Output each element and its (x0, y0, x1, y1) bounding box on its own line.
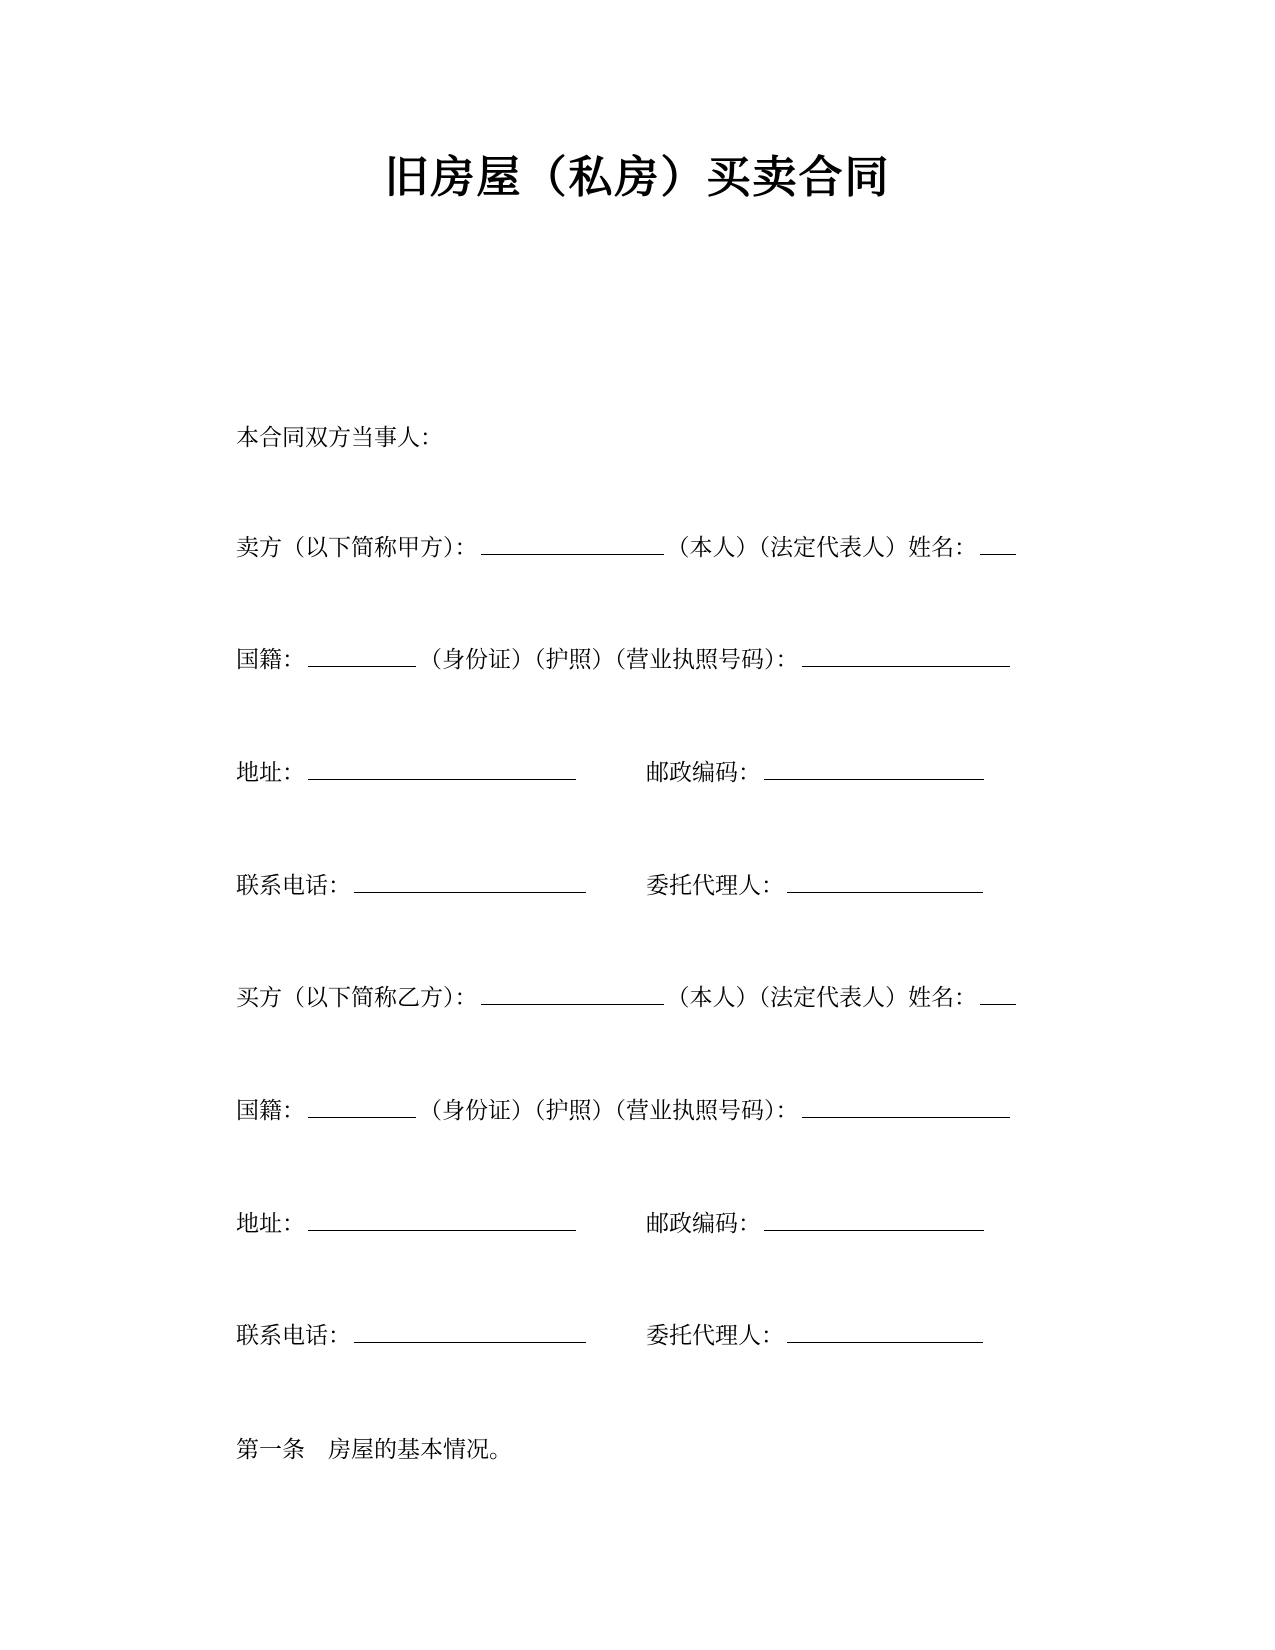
buyer-postcode-group (646, 1206, 987, 1242)
seller-postcode-field[interactable] (764, 757, 984, 780)
seller-address-line (236, 755, 1036, 791)
buyer-agent-label: 委托代理人： (646, 1323, 784, 1349)
buyer-address-field[interactable] (308, 1208, 576, 1231)
buyer-agent-field[interactable] (787, 1320, 983, 1343)
seller-postcode-group (646, 755, 987, 791)
seller-address-label: 地址： (236, 760, 305, 786)
seller-agent-group (646, 868, 986, 904)
seller-postcode-label: 邮政编码： (646, 760, 761, 786)
seller-nationality-field[interactable] (308, 644, 416, 667)
seller-phone-label: 联系电话： (236, 873, 351, 899)
buyer-address-label: 地址： (236, 1211, 305, 1237)
seller-name-field[interactable] (481, 532, 664, 555)
buyer-person-name-field[interactable] (980, 982, 1016, 1005)
seller-person-label: （本人）（法定代表人）姓名： (666, 535, 977, 561)
buyer-id-line (236, 1093, 1013, 1129)
buyer-id-field[interactable] (802, 1095, 1010, 1118)
buyer-id-label: （身份证）（护照）（营业执照号码）： (419, 1098, 799, 1124)
seller-agent-field[interactable] (787, 870, 983, 893)
seller-nationality-label: 国籍： (236, 647, 305, 673)
seller-id-line (236, 642, 1013, 678)
seller-phone-field[interactable] (354, 870, 586, 893)
seller-label: 卖方（以下简称甲方）： (236, 535, 478, 561)
buyer-postcode-field[interactable] (764, 1208, 984, 1231)
seller-agent-label: 委托代理人： (646, 873, 784, 899)
article-1-line (236, 1432, 512, 1468)
document-title: 旧房屋（私房）买卖合同 (384, 152, 891, 203)
seller-id-field[interactable] (802, 644, 1010, 667)
seller-phone-line (236, 868, 1036, 904)
buyer-name-field[interactable] (481, 982, 664, 1005)
buyer-label: 买方（以下简称乙方）： (236, 985, 478, 1011)
seller-id-label: （身份证）（护照）（营业执照号码）： (419, 647, 799, 673)
article-1-heading: 第一条 房屋的基本情况。 (236, 1437, 512, 1463)
buyer-postcode-label: 邮政编码： (646, 1211, 761, 1237)
buyer-nationality-label: 国籍： (236, 1098, 305, 1124)
intro-line (236, 420, 443, 456)
buyer-person-label: （本人）（法定代表人）姓名： (666, 985, 977, 1011)
buyer-address-line (236, 1206, 1036, 1242)
seller-address-field[interactable] (308, 757, 576, 780)
intro-text: 本合同双方当事人： (236, 425, 443, 451)
buyer-nationality-field[interactable] (308, 1095, 416, 1118)
buyer-line (236, 980, 1019, 1016)
buyer-agent-group (646, 1318, 986, 1354)
seller-person-name-field[interactable] (980, 532, 1016, 555)
seller-line (236, 530, 1019, 566)
buyer-phone-line (236, 1318, 1036, 1354)
buyer-phone-field[interactable] (354, 1320, 586, 1343)
buyer-phone-label: 联系电话： (236, 1323, 351, 1349)
